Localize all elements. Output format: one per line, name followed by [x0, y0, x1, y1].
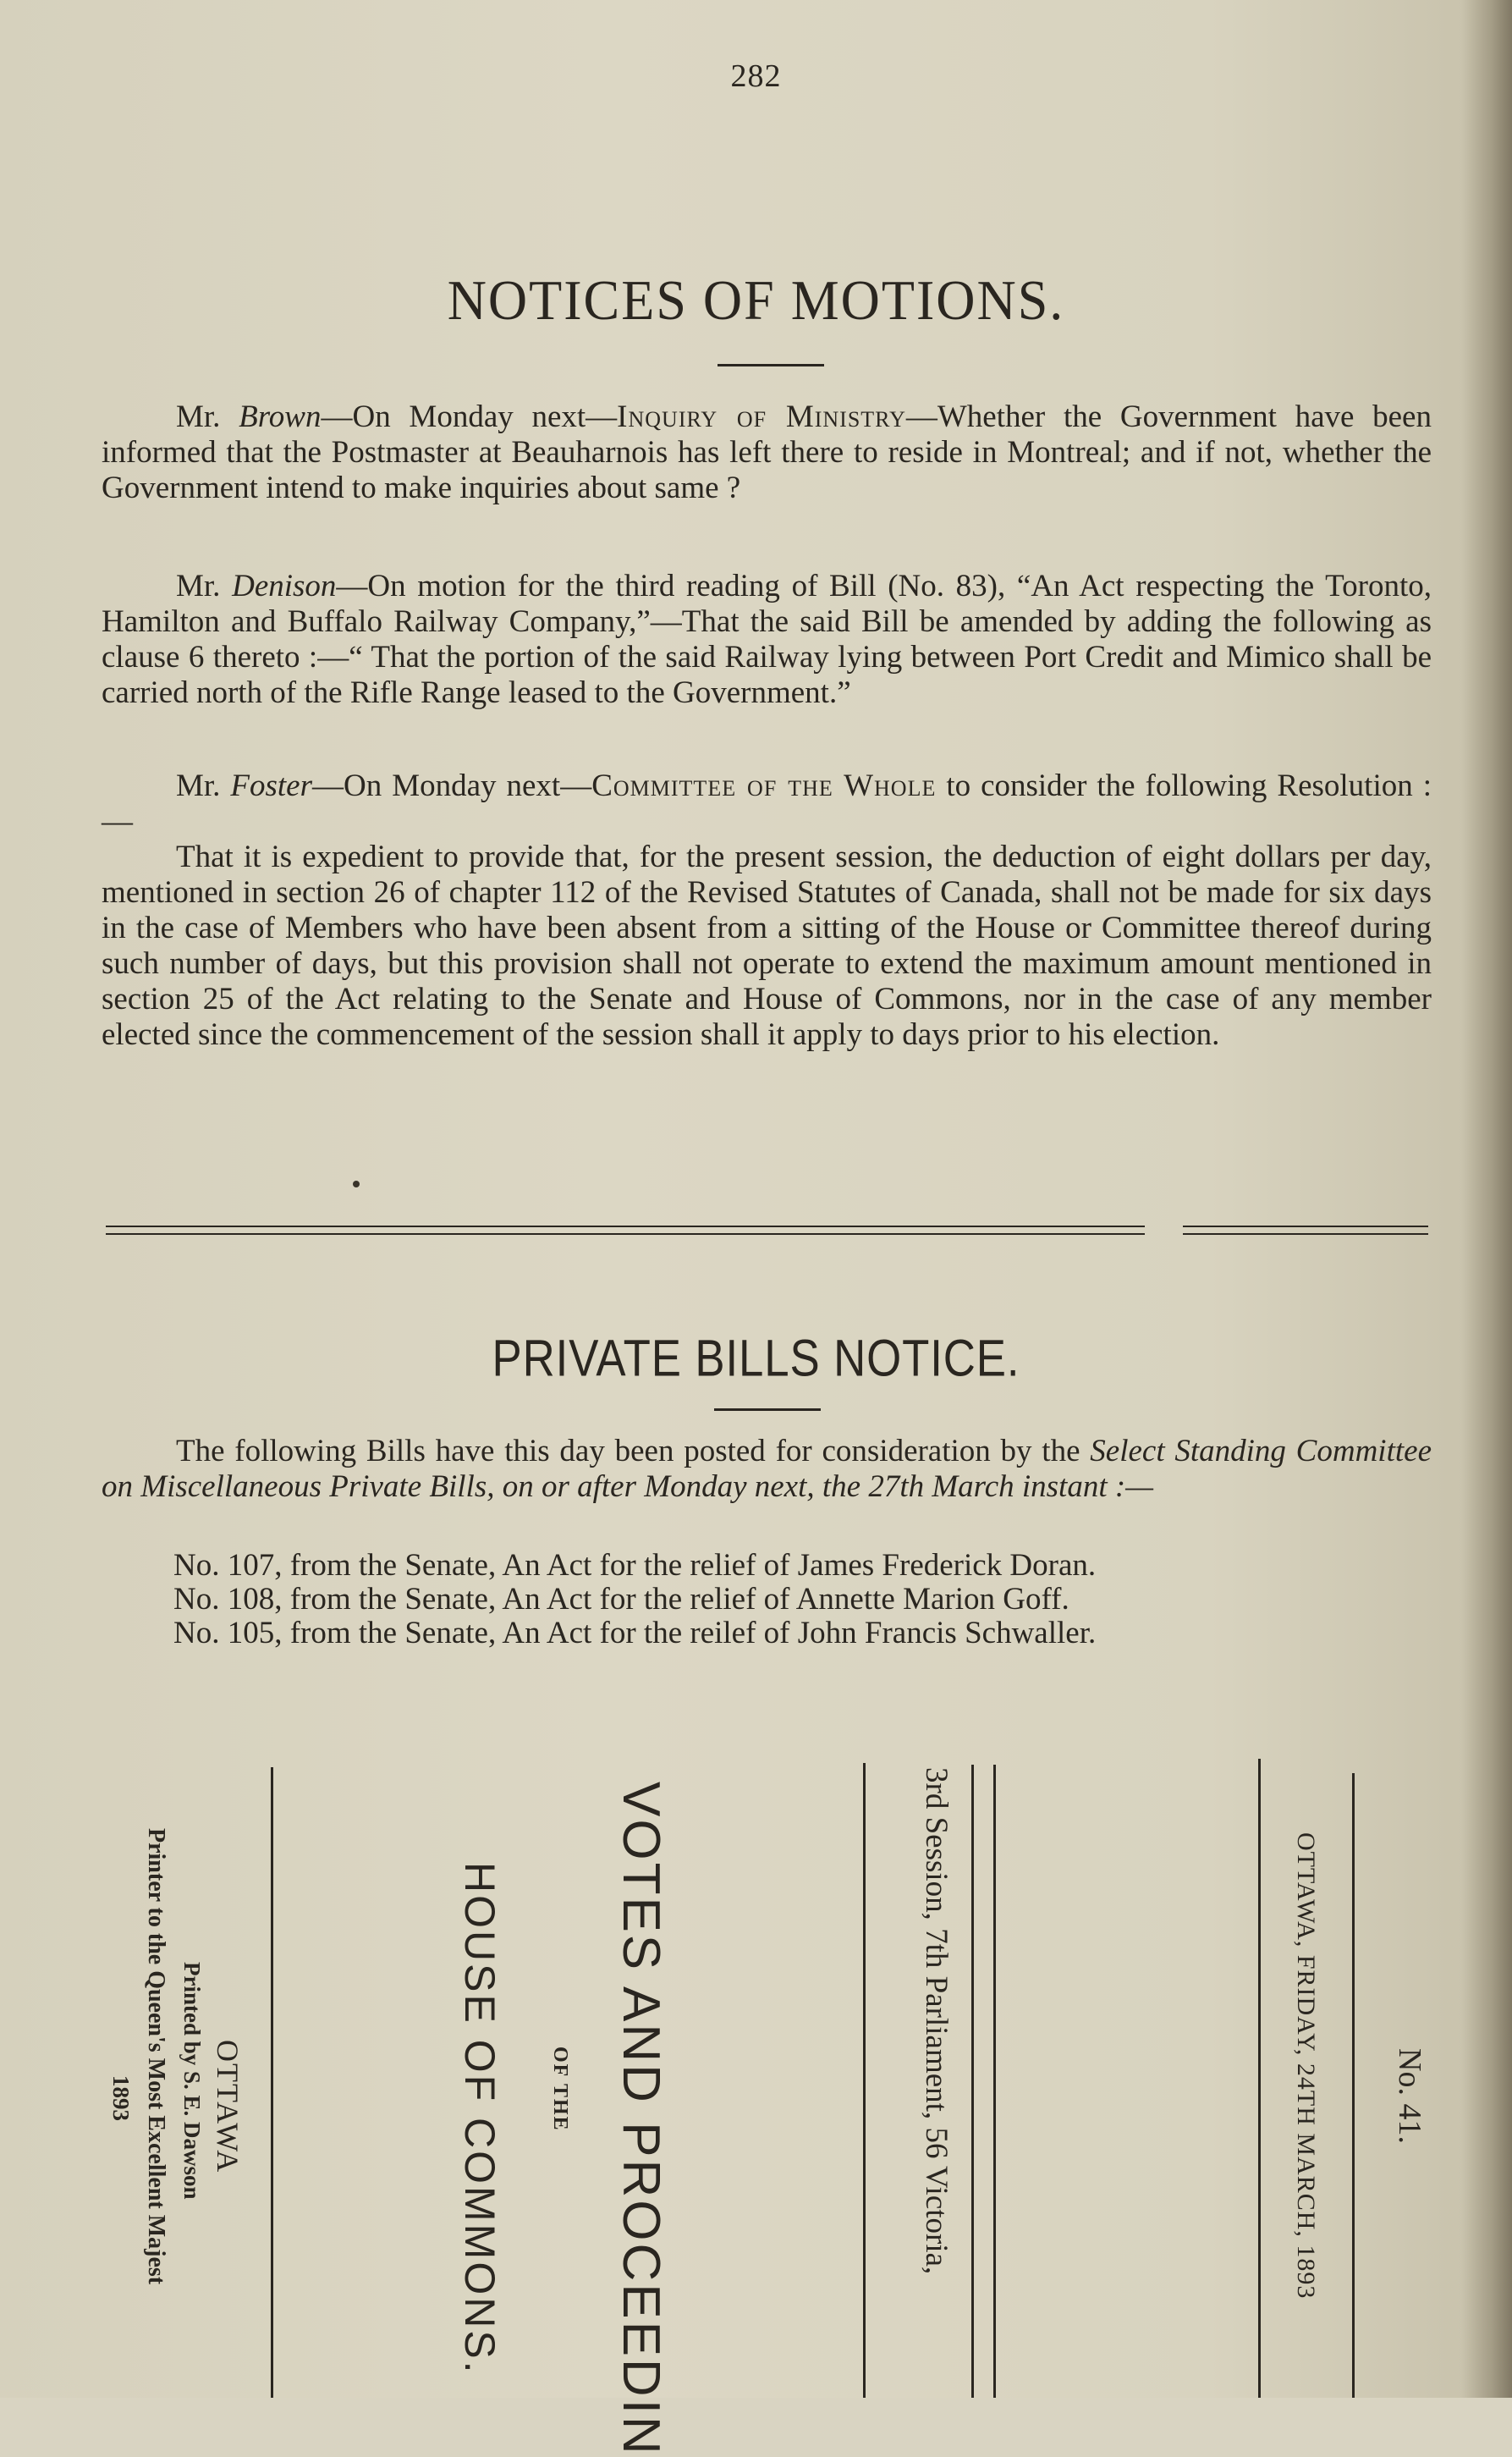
section-divider-left [106, 1226, 1145, 1235]
issue-number: No. 41. [1392, 2048, 1427, 2144]
member-name: Foster [230, 769, 313, 803]
notice-denison [102, 569, 1432, 711]
member-title: Mr. [176, 399, 239, 434]
cover-title: VOTES AND PROCEEDIN [612, 1782, 670, 2457]
session-line: 3rd Session, 7th Parliament, 56 Victoria, [919, 1767, 954, 2275]
heading-rule [714, 1408, 821, 1411]
cover-house: HOUSE OF COMMONS. [456, 1862, 503, 2376]
member-title: Mr. [176, 569, 233, 603]
heading-rule [718, 364, 824, 366]
spine-rule [271, 1767, 273, 2398]
page-edge-shadow [1461, 0, 1512, 2398]
ink-speck [353, 1181, 360, 1187]
intro-italic: Select Standing Committee on Miscellaneous Private Bills, on or after Monday next, the 27th March instant :— [102, 1434, 1432, 1504]
spine-rule [1352, 1773, 1355, 2398]
resolution-text: That it is expedient to provide that, for the present session, the deduction of eight dollars per day, mentioned in section 26 of chapter 112 of the Revised Statutes of Canada, shall not be made for six days in the case of Members who have been absent from a sitting of the House or Committee thereof during such number of days, but this provision shall not operate to extend the maximum amount mentioned in section 25 of the Act relating to the Senate and House of Commons, nor in the case of any member elected since the commencement of the session shall it apply to days prior to his election. [102, 840, 1432, 1052]
section-divider-right [1183, 1226, 1428, 1235]
notice-brown [102, 399, 1432, 506]
private-bills-intro [102, 1434, 1432, 1505]
bill-item: No. 105, from the Senate, An Act for the reilef of John Francis Schwaller. [173, 1616, 1097, 1650]
notice-text: —On Monday next— [312, 769, 592, 803]
notice-text: —Whether the Government have been informed that the Postmaster at Beauharnois has left there to reside in Montreal; and if not, whether the Government intend to make inquiries about same ? [102, 399, 1432, 505]
spine-rule [863, 1763, 866, 2398]
member-title: Mr. [176, 769, 231, 803]
notice-foster [102, 769, 1432, 840]
notice-text: to consider the following Resolution :— [102, 769, 1432, 839]
member-name: Brown [239, 399, 322, 434]
member-name: Denison [232, 569, 337, 603]
issue-date: OTTAWA, FRIDAY, 24TH MARCH, 1893 [1292, 1832, 1320, 2300]
printer-name: Printed by S. E. Dawson [179, 1962, 205, 2200]
notice-text: —On motion for the third reading of Bill (No. 83), “An Act respecting the Toronto, Hamilton and Buffalo Railway Company,”—That the said Bill be amended by adding the following as clause 6 thereto :—“ That the portion of the said Railway lying between Port Credit and Mimico shall be carried north of the Rifle Range leased to the Government.” [102, 569, 1432, 710]
bill-item: No. 108, from the Senate, An Act for the relief of Annette Marion Goff. [173, 1582, 1069, 1617]
notices-heading: NOTICES OF MOTIONS. [447, 268, 1065, 332]
private-bills-heading: PRIVATE BILLS NOTICE. [492, 1329, 1020, 1387]
notice-text: —On Monday next— [321, 399, 618, 434]
printer-city: OTTAWA [211, 2040, 245, 2174]
print-year: 1893 [108, 2075, 134, 2121]
page-number: 282 [730, 58, 782, 94]
printer-title: Printer to the Queen's Most Excellent Majest [143, 1828, 169, 2285]
spine-rule [1258, 1759, 1261, 2398]
bill-item: No. 107, from the Senate, An Act for the relief of James Frederick Doran. [173, 1548, 1097, 1583]
notice-topic: Committee of the Whole [591, 769, 937, 803]
spine-rule [993, 1765, 996, 2398]
spine-rule [971, 1765, 974, 2398]
intro-text: The following Bills have this day been posted for consideration by the [176, 1434, 1091, 1468]
notice-topic: Inquiry of Ministry [617, 399, 906, 434]
cover-of-the: OF THE [549, 2047, 571, 2132]
